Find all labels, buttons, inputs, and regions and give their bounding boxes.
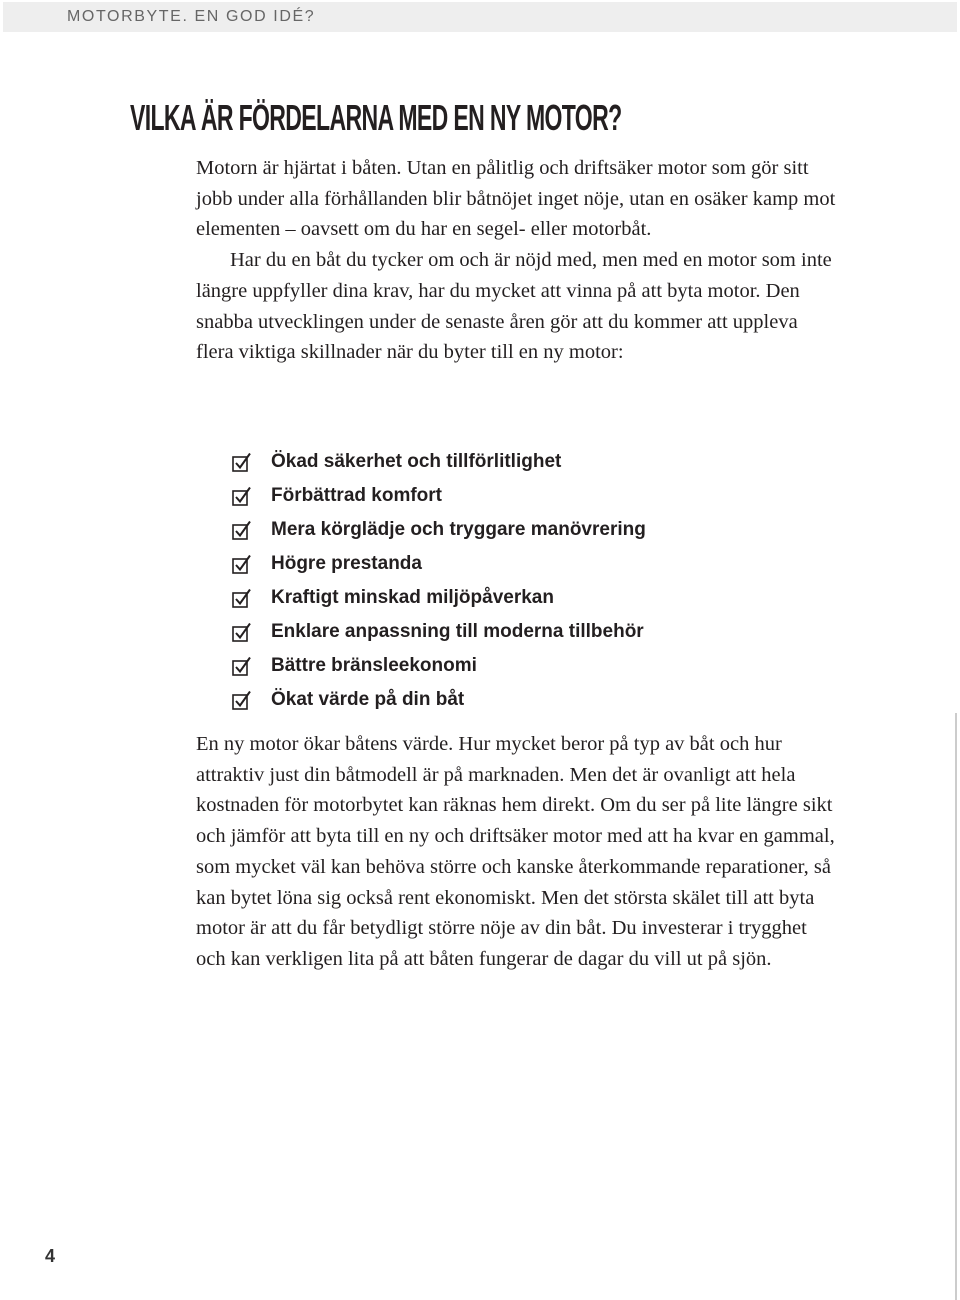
checklist-item-label: Kraftigt minskad miljöpåverkan [271, 587, 554, 608]
outro-text [196, 729, 836, 975]
checked-box-icon [232, 622, 252, 642]
checked-box-icon [232, 588, 252, 608]
checklist-item-label: Bättre bränsleekonomi [271, 655, 477, 676]
checklist-item-label: Enklare anpassning till moderna tillbehör [271, 621, 644, 642]
checklist-item-label: Ökat värde på din båt [271, 689, 465, 710]
page-number: 4 [45, 1246, 56, 1266]
checklist-item [232, 479, 646, 513]
checked-box-icon [232, 520, 252, 540]
checklist-item [232, 547, 646, 581]
intro-text [196, 153, 836, 368]
checklist-item [232, 649, 646, 683]
checklist-item-label: Högre prestanda [271, 553, 422, 574]
checked-box-icon [232, 690, 252, 710]
page-title: VILKA ÄR FÖRDELARNA MED EN NY MOTOR? [130, 97, 622, 138]
intro-paragraph-2: Har du en båt du tycker om och är nöjd med, men med en motor som inte längre uppfyller dina krav, har du mycket att vinna på att byta motor. Den snabba utvecklingen under de senaste åren gör att du kommer att uppleva flera viktiga skillnader när du byter till en ny motor: [196, 249, 832, 364]
checklist-item [232, 615, 646, 649]
page-edge-rule [955, 713, 957, 1300]
checklist-item [232, 581, 646, 615]
running-header [3, 2, 957, 32]
checklist-item [232, 513, 646, 547]
checked-box-icon [232, 656, 252, 676]
checked-box-icon [232, 486, 252, 506]
outro-paragraph: En ny motor ökar båtens värde. Hur mycket beror på typ av båt och hur attraktiv just din båtmodell är på marknaden. Men det är ovanligt att hela kostnaden för motorbytet kan räknas hem direkt. Om du ser på lite längre sikt och jämför att byta till en ny och driftsäker motor med att ha kvar en gammal, som mycket väl kan behöva större och kanske återkommande reparationer, så kan bytet löna sig också rent ekonomiskt. Men det största skälet till att byta motor är att du får betydligt större nöje av din båt. Du investerar i trygghet och kan verkligen lita på att båten fungerar de dagar du vill ut på sjön. [196, 733, 835, 970]
checklist-item [232, 683, 646, 717]
running-title: MOTORBYTE. EN GOD IDÉ? [67, 8, 316, 25]
benefits-checklist [232, 445, 646, 717]
intro-paragraph-1: Motorn är hjärtat i båten. Utan en pålitlig och driftsäker motor som gör sitt jobb under alla förhållanden blir båtnöjet inget nöje, utan en osäker kamp mot elementen – oavsett om du har en segel- eller motorbåt. [196, 157, 836, 241]
checklist-item [232, 445, 646, 479]
checklist-item-label: Ökad säkerhet och tillförlitlighet [271, 451, 562, 472]
checklist-item-label: Mera körglädje och tryggare manövrering [271, 519, 646, 540]
checked-box-icon [232, 452, 252, 472]
checklist-item-label: Förbättrad komfort [271, 485, 442, 506]
checked-box-icon [232, 554, 252, 574]
